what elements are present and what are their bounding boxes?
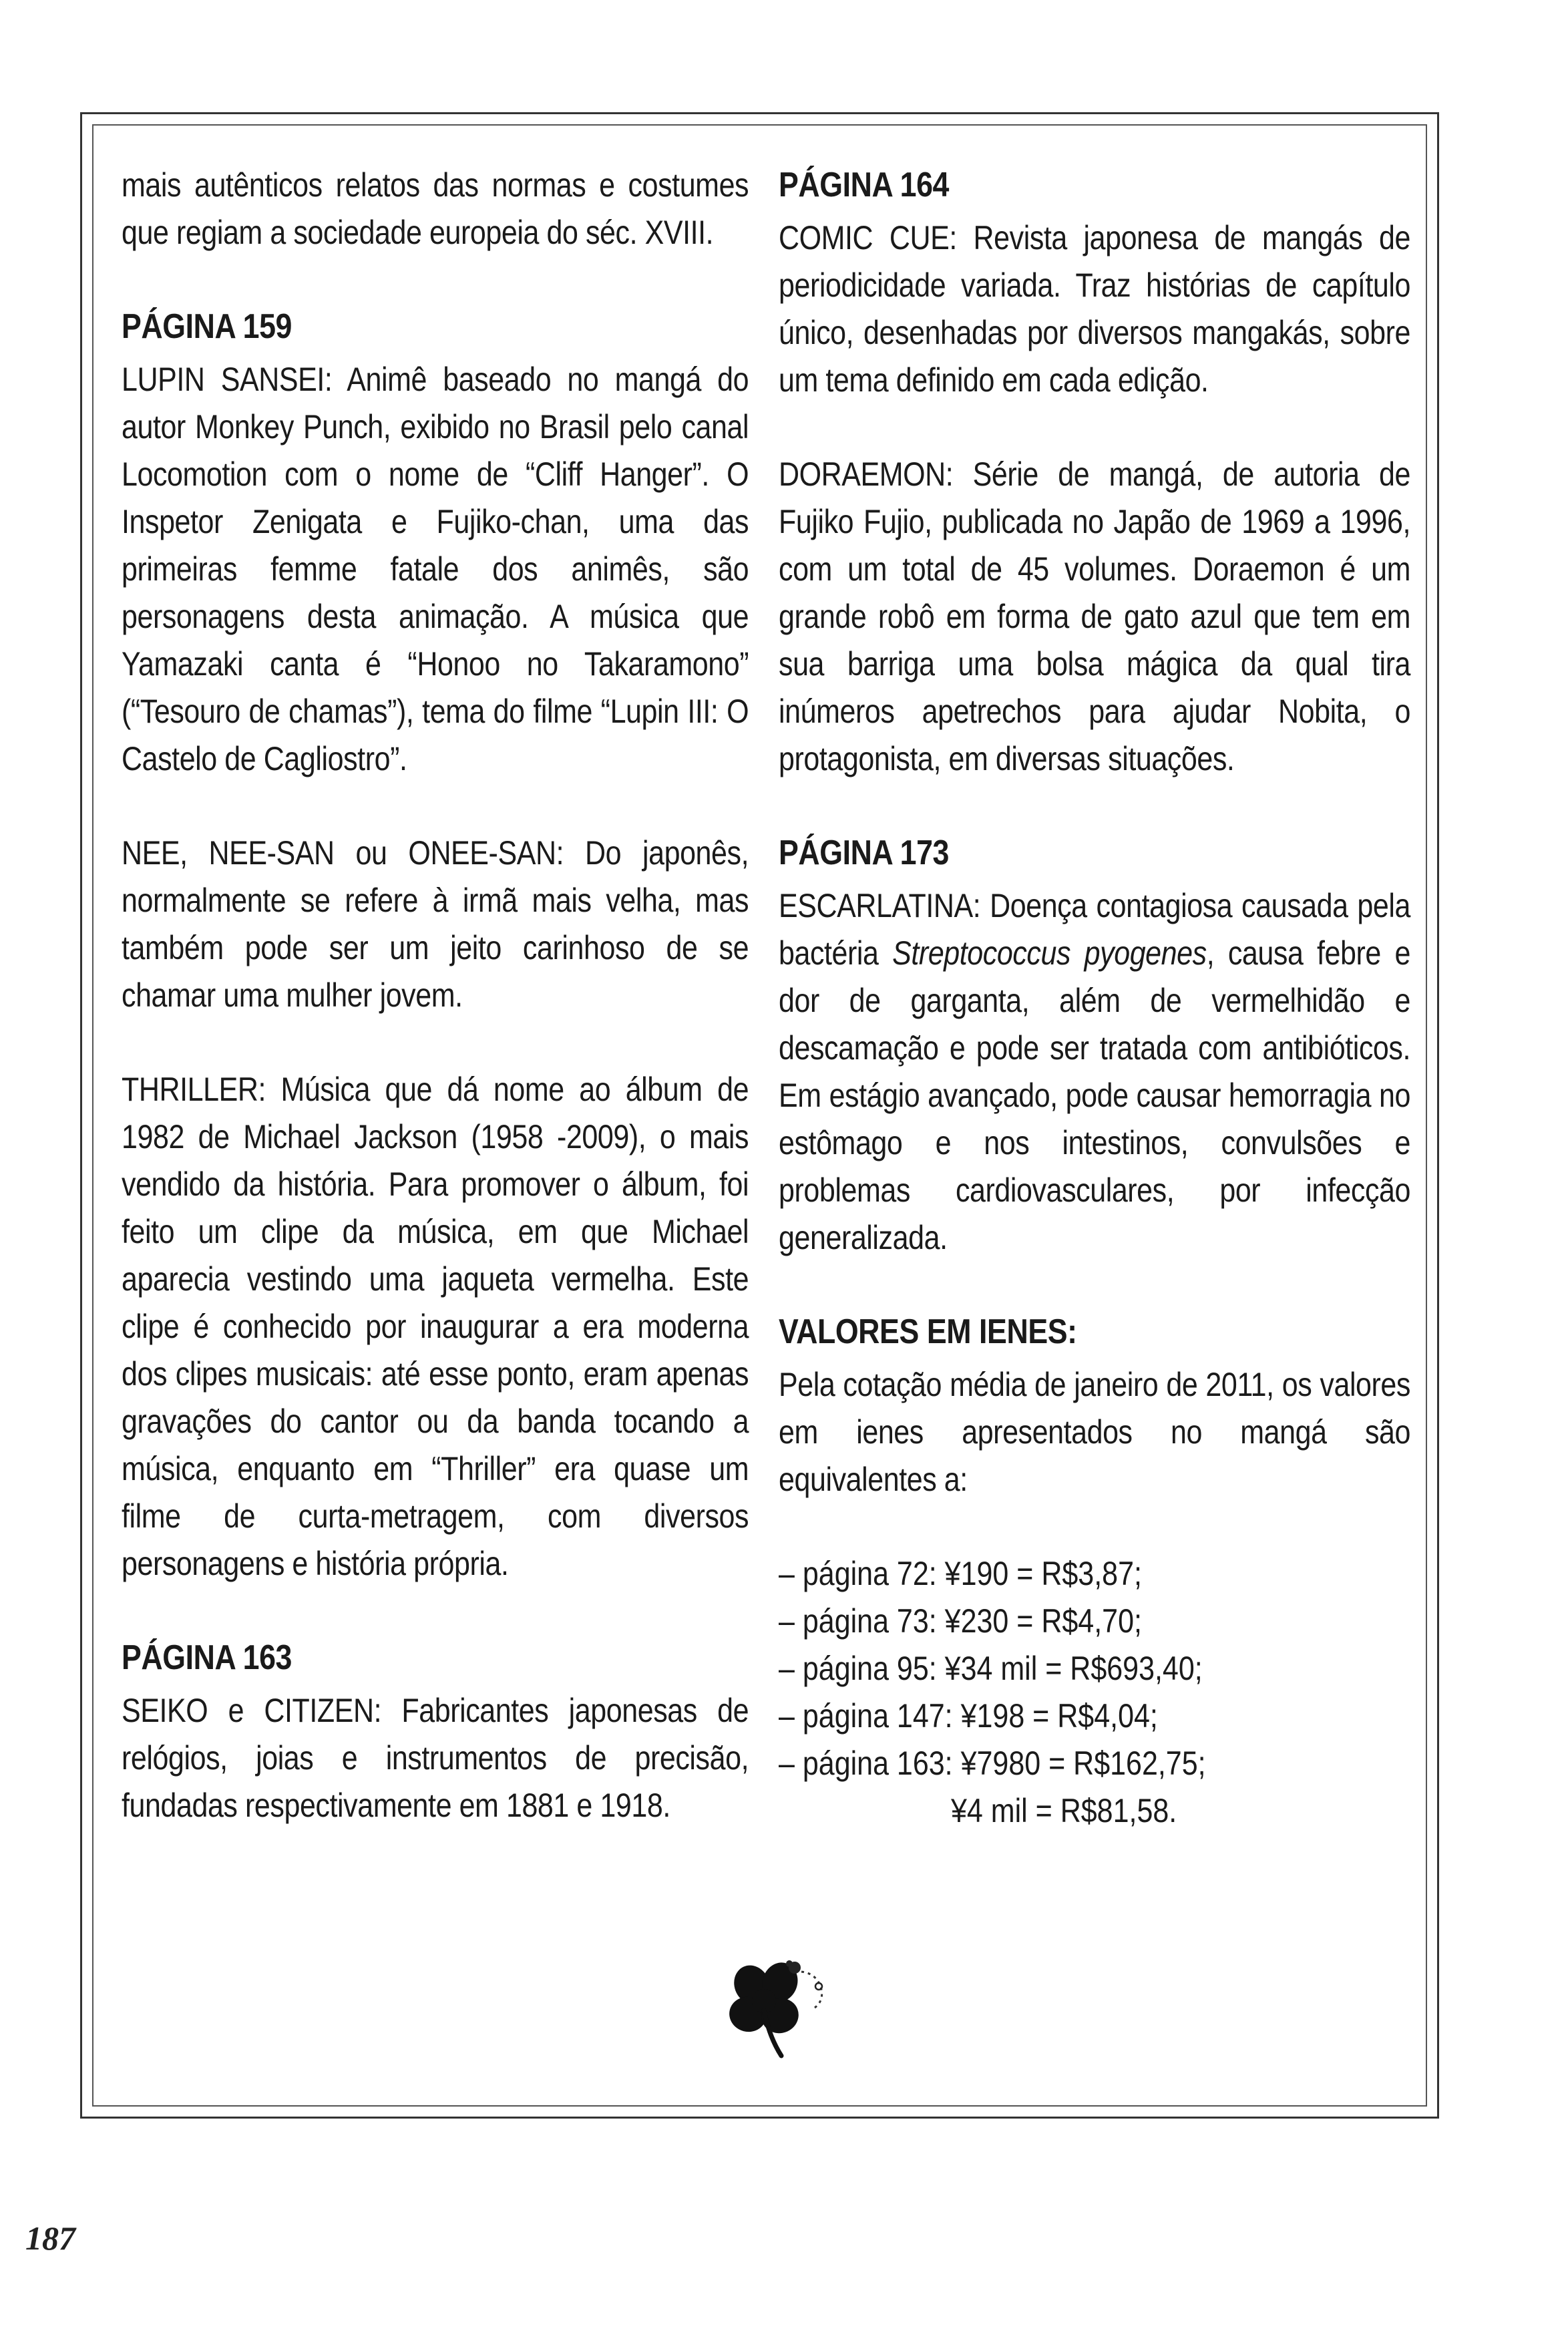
escarlatina-text-pre: ESCARLATINA: Doença contagiosa causada pela bactéria bbox=[779, 887, 1410, 972]
right-column bbox=[779, 162, 1410, 1835]
rates-list bbox=[779, 1550, 1410, 1835]
left-column bbox=[122, 162, 749, 1876]
escarlatina-text-post: , causa febre e dor de garganta, além de vermelhidão e descamação e pode ser tratada com antibióticos. Em estágio avançado, pode causar hemorragia no estômago e nos intestinos, convulsões e problemas cardiovasculares, por infecção generalizada. bbox=[779, 934, 1410, 1256]
heading-pagina-163: PÁGINA 163 bbox=[122, 1638, 292, 1677]
entry-escarlatina bbox=[779, 882, 1410, 1262]
rate-item: – página 95: ¥34 mil = R$693,40; bbox=[779, 1650, 1203, 1687]
entry-doraemon: DORAEMON: Série de mangá, de autoria de Fujiko Fujio, publicada no Japão de 1969 a 1996, com um total de 45 volumes. Doraemon é um grande robô em forma de gato azul que tem em sua barriga uma bolsa mágica da qual tira inúmeros apetrechos para ajudar Nobita, o protagonista, em diversas situações. bbox=[779, 456, 1410, 777]
entry-lupin-sansei: LUPIN SANSEI: Animê baseado no mangá do autor Monkey Punch, exibido no Brasil pelo canal Locomotion com o nome de “Cliff Hanger”. O Inspetor Zenigata e Fujiko-chan, uma das primeiras femme fatale dos animês, são personagens desta animação. A música que Yamazaki canta é “Honoo no Takaramono” (“Tesouro de chamas”), tema do filme “Lupin III: O Castelo de Cagliostro”. bbox=[122, 361, 749, 777]
heading-pagina-159: PÁGINA 159 bbox=[122, 307, 292, 346]
rate-item: – página 147: ¥198 = R$4,04; bbox=[779, 1697, 1158, 1735]
entry-nee-san: NEE, NEE-SAN ou ONEE-SAN: Do japonês, normalmente se refere à irmã mais velha, mas também pode ser um jeito carinhoso de se chamar uma mulher jovem. bbox=[122, 834, 749, 1014]
heading-pagina-173: PÁGINA 173 bbox=[779, 834, 950, 872]
clover-ornament-icon bbox=[695, 1944, 855, 2077]
rate-item: – página 73: ¥230 = R$4,70; bbox=[779, 1602, 1142, 1640]
heading-pagina-164: PÁGINA 164 bbox=[779, 166, 950, 204]
escarlatina-species: Streptococcus pyogenes bbox=[892, 934, 1207, 972]
entry-seiko-citizen: SEIKO e CITIZEN: Fabricantes japonesas de relógios, joias e instrumentos de precisão, fundadas respectivamente em 1881 e 1918. bbox=[122, 1692, 749, 1824]
valores-intro: Pela cotação média de janeiro de 2011, os valores em ienes apresentados no mangá são equivalentes a: bbox=[779, 1366, 1410, 1498]
heading-valores-em-ienes: VALORES EM IENES: bbox=[779, 1312, 1077, 1351]
rate-item: ¥4 mil = R$81,58. bbox=[951, 1792, 1177, 1829]
page-number: 187 bbox=[25, 2219, 75, 2257]
rate-item: – página 72: ¥190 = R$3,87; bbox=[779, 1555, 1142, 1592]
intro-paragraph: mais autênticos relatos das normas e costumes que regiam a sociedade europeia do séc. XVIII. bbox=[122, 166, 749, 251]
entry-thriller: THRILLER: Música que dá nome ao álbum de 1982 de Michael Jackson (1958 -2009), o mais vendido da história. Para promover o álbum, foi feito um clipe da música, em que Michael aparecia vestindo uma jaqueta vermelha. Este clipe é conhecido por inaugurar a era moderna dos clipes musicais: até esse ponto, eram apenas gravações do cantor ou da banda tocando a música, enquanto em “Thriller” era quase um filme de curta-metragem, com diversos personagens e história própria. bbox=[122, 1071, 749, 1582]
rate-item: – página 163: ¥7980 = R$162,75; bbox=[779, 1745, 1206, 1782]
entry-comic-cue: COMIC CUE: Revista japonesa de mangás de periodicidade variada. Traz histórias de capítulo único, desenhadas por diversos mangakás, sobre um tema definido em cada edição. bbox=[779, 219, 1410, 399]
